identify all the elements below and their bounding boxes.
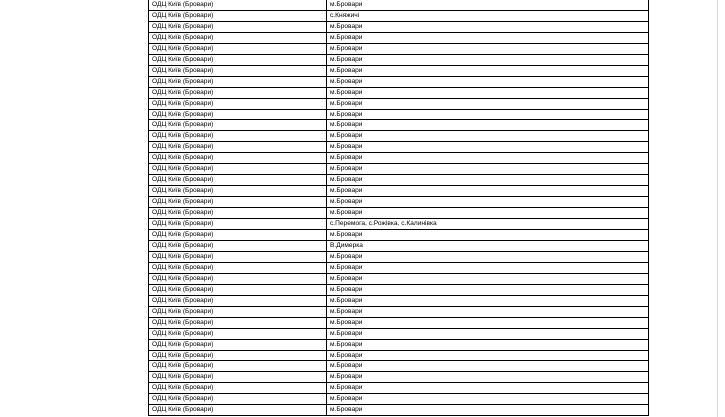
locality-cell: м.Бровари — [327, 230, 649, 241]
table-row — [149, 383, 649, 394]
table-row — [149, 361, 649, 372]
table-row — [149, 10, 649, 21]
locality-cell: м.Бровари — [327, 208, 649, 219]
locality-cell: м.Бровари — [327, 98, 649, 109]
center-cell: ОДЦ Київ (Бровари) — [149, 54, 327, 65]
locality-cell: м.Бровари — [327, 186, 649, 197]
locality-cell: м.Бровари — [327, 306, 649, 317]
table-row — [149, 230, 649, 241]
center-cell: ОДЦ Київ (Бровари) — [149, 328, 327, 339]
center-cell: ОДЦ Київ (Бровари) — [149, 87, 327, 98]
table-row — [149, 65, 649, 76]
center-cell: ОДЦ Київ (Бровари) — [149, 164, 327, 175]
table-row — [149, 87, 649, 98]
table-row — [149, 21, 649, 32]
locality-cell: м.Бровари — [327, 87, 649, 98]
locality-cell: м.Бровари — [327, 164, 649, 175]
center-cell: ОДЦ Київ (Бровари) — [149, 186, 327, 197]
center-cell: ОДЦ Київ (Бровари) — [149, 251, 327, 262]
page-edge — [717, 0, 718, 417]
center-cell: ОДЦ Київ (Бровари) — [149, 372, 327, 383]
table-row — [149, 109, 649, 120]
locality-cell: м.Бровари — [327, 120, 649, 131]
table-row — [149, 328, 649, 339]
table-row — [149, 262, 649, 273]
locality-cell: м.Бровари — [327, 76, 649, 87]
locality-cell: м.Бровари — [327, 350, 649, 361]
center-cell: ОДЦ Київ (Бровари) — [149, 350, 327, 361]
center-cell: ОДЦ Київ (Бровари) — [149, 76, 327, 87]
locality-cell: м.Бровари — [327, 175, 649, 186]
table-row — [149, 76, 649, 87]
locality-cell: м.Бровари — [327, 317, 649, 328]
center-cell: ОДЦ Київ (Бровари) — [149, 43, 327, 54]
locality-cell: м.Бровари — [327, 197, 649, 208]
table-row — [149, 32, 649, 43]
center-cell: ОДЦ Київ (Бровари) — [149, 21, 327, 32]
center-cell: ОДЦ Київ (Бровари) — [149, 153, 327, 164]
locality-cell: м.Бровари — [327, 361, 649, 372]
center-cell: ОДЦ Київ (Бровари) — [149, 295, 327, 306]
locality-cell: м.Бровари — [327, 153, 649, 164]
table-row — [149, 240, 649, 251]
locality-cell: м.Бровари — [327, 21, 649, 32]
locality-cell: м.Бровари — [327, 394, 649, 405]
center-cell: ОДЦ Київ (Бровари) — [149, 131, 327, 142]
locality-cell: с.Княжичі — [327, 10, 649, 21]
table-row — [149, 284, 649, 295]
table-row — [149, 350, 649, 361]
center-cell: ОДЦ Київ (Бровари) — [149, 394, 327, 405]
center-cell: ОДЦ Київ (Бровари) — [149, 10, 327, 21]
table-row — [149, 394, 649, 405]
center-cell: ОДЦ Київ (Бровари) — [149, 142, 327, 153]
table-row — [149, 251, 649, 262]
table-row — [149, 208, 649, 219]
locality-cell: м.Бровари — [327, 328, 649, 339]
table-row — [149, 405, 649, 416]
table-row — [149, 317, 649, 328]
center-cell: ОДЦ Київ (Бровари) — [149, 306, 327, 317]
table-row — [149, 175, 649, 186]
center-cell: ОДЦ Київ (Бровари) — [149, 120, 327, 131]
center-cell: ОДЦ Київ (Бровари) — [149, 240, 327, 251]
center-cell: ОДЦ Київ (Бровари) — [149, 109, 327, 120]
locality-cell: м.Бровари — [327, 142, 649, 153]
table-row — [149, 339, 649, 350]
center-cell: ОДЦ Київ (Бровари) — [149, 208, 327, 219]
center-cell: ОДЦ Київ (Бровари) — [149, 98, 327, 109]
locality-cell: м.Бровари — [327, 0, 649, 10]
table-row — [149, 142, 649, 153]
center-cell: ОДЦ Київ (Бровари) — [149, 230, 327, 241]
table-row — [149, 153, 649, 164]
locality-cell: м.Бровари — [327, 43, 649, 54]
data-table — [148, 0, 649, 416]
locality-cell: м.Бровари — [327, 383, 649, 394]
locality-cell: В.Димерка — [327, 240, 649, 251]
locality-cell: м.Бровари — [327, 32, 649, 43]
center-cell: ОДЦ Київ (Бровари) — [149, 32, 327, 43]
center-cell: ОДЦ Київ (Бровари) — [149, 284, 327, 295]
center-cell: ОДЦ Київ (Бровари) — [149, 361, 327, 372]
locality-cell: м.Бровари — [327, 372, 649, 383]
table-row — [149, 372, 649, 383]
locality-cell: м.Бровари — [327, 109, 649, 120]
table-row — [149, 306, 649, 317]
table-row — [149, 197, 649, 208]
table-row — [149, 54, 649, 65]
table-row — [149, 273, 649, 284]
locality-cell: м.Бровари — [327, 131, 649, 142]
table-row — [149, 120, 649, 131]
table-row — [149, 131, 649, 142]
center-cell: ОДЦ Київ (Бровари) — [149, 262, 327, 273]
center-cell: ОДЦ Київ (Бровари) — [149, 273, 327, 284]
table-row — [149, 0, 649, 10]
center-cell: ОДЦ Київ (Бровари) — [149, 0, 327, 10]
table-row — [149, 295, 649, 306]
locality-cell: м.Бровари — [327, 54, 649, 65]
locality-cell: м.Бровари — [327, 284, 649, 295]
locality-cell: м.Бровари — [327, 405, 649, 416]
table-row — [149, 98, 649, 109]
locality-cell: м.Бровари — [327, 339, 649, 350]
table-body — [149, 0, 649, 416]
table-row — [149, 43, 649, 54]
center-cell: ОДЦ Київ (Бровари) — [149, 317, 327, 328]
center-cell: ОДЦ Київ (Бровари) — [149, 405, 327, 416]
locality-cell: м.Бровари — [327, 273, 649, 284]
center-cell: ОДЦ Київ (Бровари) — [149, 383, 327, 394]
table-row — [149, 219, 649, 230]
locality-cell: м.Бровари — [327, 262, 649, 273]
table-row — [149, 186, 649, 197]
center-cell: ОДЦ Київ (Бровари) — [149, 175, 327, 186]
locality-cell: м.Бровари — [327, 251, 649, 262]
center-cell: ОДЦ Київ (Бровари) — [149, 219, 327, 230]
locality-cell: м.Бровари — [327, 65, 649, 76]
table-row — [149, 164, 649, 175]
center-cell: ОДЦ Київ (Бровари) — [149, 339, 327, 350]
center-cell: ОДЦ Київ (Бровари) — [149, 65, 327, 76]
locality-cell: с.Перемога, с.Рожівка, с.Калинівка — [327, 219, 649, 230]
center-cell: ОДЦ Київ (Бровари) — [149, 197, 327, 208]
locality-cell: м.Бровари — [327, 295, 649, 306]
